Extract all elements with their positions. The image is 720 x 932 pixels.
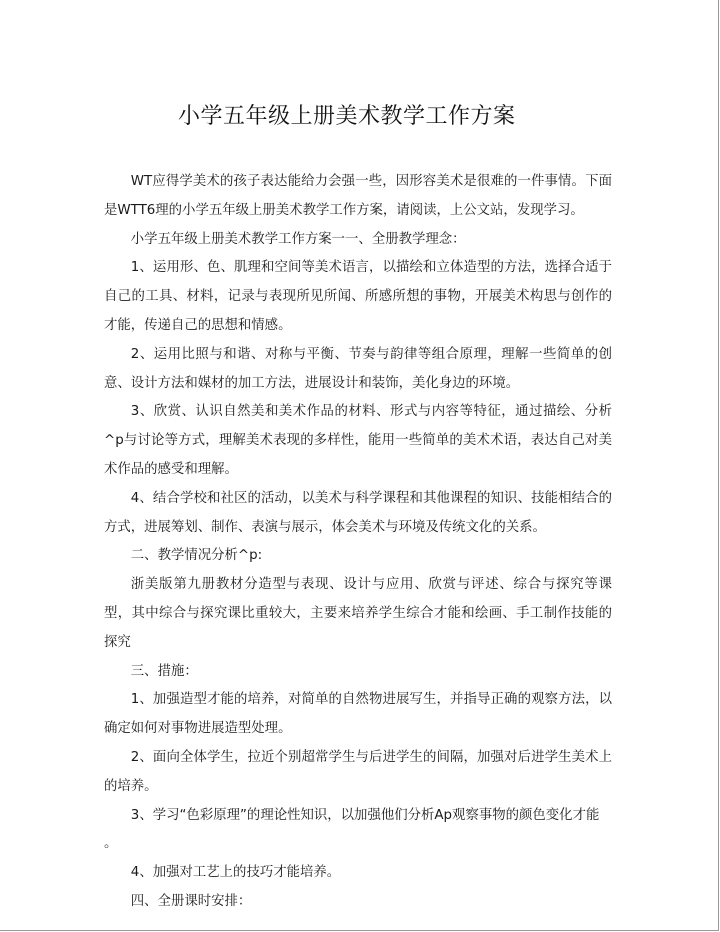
philosophy-item-1: 1、运用形、色、肌理和空间等美术语言，以描绘和立体造型的方法，选择合适于自己的工具、材料，记录与表现所见所闻、所感所想的事物，开展美术构思与创作的才能，传递自己的思想和情感。 — [104, 260, 612, 333]
measure-item-3-continuation: 。 — [104, 836, 118, 852]
philosophy-item-3: 3、欣赏、认识自然美和美术作品的材料、形式与内容等特征，通过描绘、分析^p与讨论等方式，理解美术表现的多样性，能用一些简单的美术术语，表达自己对美术作品的感受和理解。 — [104, 404, 612, 477]
measure-item-1: 1、加强造型才能的培养，对简单的自然物进展写生，并指导正确的观察方法，以确定如何对事物进展造型处理。 — [104, 692, 612, 737]
situation-analysis-paragraph: 浙美版第九册教材分造型与表现、设计与应用、欣赏与评述、综合与探究等课型，其中综合与探究课比重较大，主要来培养学生综合才能和绘画、手工制作技能的探究 — [104, 577, 612, 650]
philosophy-item-2: 2、运用比照与和谐、对称与平衡、节奏与韵律等组合原理，理解一些简单的创意、设计方法和媒材的加工方法，进展设计和装饰，美化身边的环境。 — [104, 346, 612, 391]
section-heading-teaching-philosophy: 小学五年级上册美术教学工作方案一一、全册教学理念： — [130, 231, 466, 247]
measure-item-4: 4、加强对工艺上的技巧才能培养。 — [130, 865, 341, 881]
page-title: 小学五年级上册美术教学工作方案 — [178, 104, 516, 129]
section-heading-situation-analysis: 二、教学情况分析^p: — [130, 548, 263, 564]
intro-paragraph: WT应得学美术的孩子表达能给力会强一些，因形容美术是很难的一件事情。下面是WTT6理的小学五年级上册美术教学工作方案，请阅读，上公文站，发现学习。 — [104, 174, 612, 218]
document-body — [104, 168, 612, 917]
philosophy-item-4: 4、结合学校和社区的活动，以美术与科学课程和其他课程的知识、技能相结合的方式，进展筹划、制作、表演与展示，体会美术与环境及传统文化的关系。 — [104, 490, 612, 535]
measure-item-2: 2、面向全体学生，拉近个别超常学生与后进学生的间隔，加强对后进学生美术上的培养。 — [104, 749, 612, 794]
section-heading-schedule: 四、全册课时安排： — [130, 893, 252, 909]
measure-item-3: 3、学习“色彩原理”的理论性知识，以加强他们分析Ap观察事物的颜色变化才能 — [130, 807, 600, 823]
section-heading-measures: 三、措施： — [130, 663, 198, 679]
